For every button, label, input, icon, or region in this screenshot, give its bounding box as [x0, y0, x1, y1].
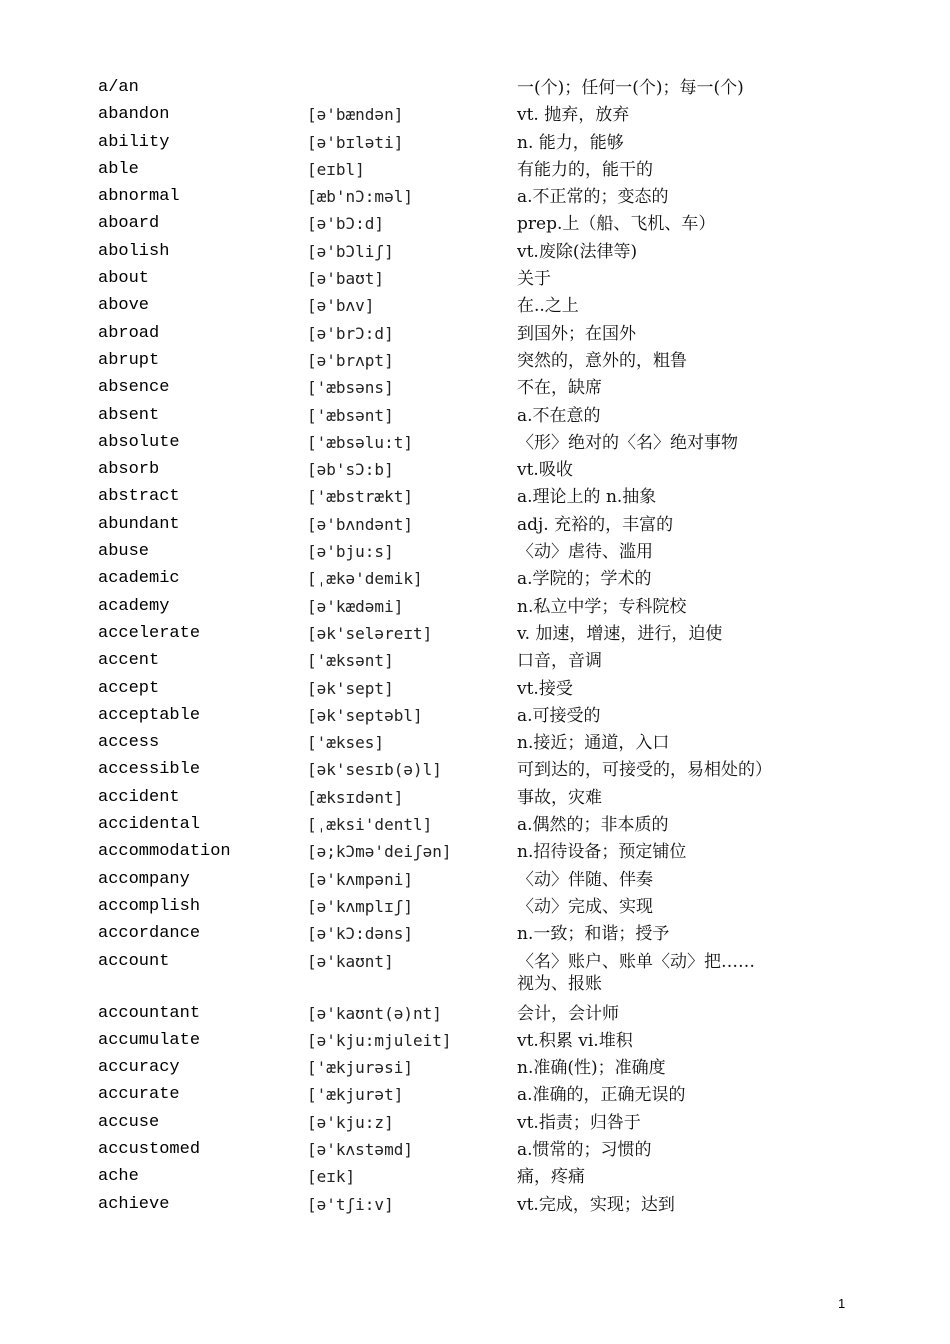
entry-word: accumulate: [98, 1030, 201, 1050]
entry-phonetic: [ə'kædəmi]: [307, 596, 404, 616]
entry-phonetic: [ə'baʊt]: [307, 269, 385, 289]
entry-meaning: 关于: [517, 269, 551, 290]
vocab-entry: [98, 814, 778, 841]
entry-word: abroad: [98, 323, 160, 343]
vocab-entry: [98, 678, 778, 705]
entry-word: aboard: [98, 214, 160, 234]
entry-word: abuse: [98, 542, 150, 562]
entry-word: accessible: [98, 760, 201, 780]
entry-meaning: n.招待设备；预定铺位: [517, 842, 687, 863]
entry-meaning: a.偶然的；非本质的: [517, 815, 669, 836]
entry-word: abundant: [98, 514, 180, 534]
entry-phonetic: [æksɪdənt]: [307, 787, 404, 807]
entry-meaning: n.准确(性)；准确度: [517, 1058, 666, 1079]
entry-meaning: vt.废除(法律等): [517, 241, 638, 262]
vocab-entry: [98, 104, 778, 131]
entry-word: able: [98, 159, 139, 179]
entry-phonetic: [ˌæksi'dentl]: [307, 815, 433, 835]
entry-word: accuracy: [98, 1058, 180, 1078]
vocab-entry: [98, 1112, 778, 1139]
entry-word: absence: [98, 378, 170, 398]
entry-word: academy: [98, 596, 170, 616]
vocab-entry: [98, 1057, 778, 1084]
entry-meaning: 不在，缺席: [517, 378, 602, 399]
entry-meaning: 在..之上: [517, 296, 579, 317]
entry-meaning: 痛，疼痛: [517, 1167, 585, 1188]
vocab-entry: [98, 1166, 778, 1193]
entry-word: absorb: [98, 460, 160, 480]
entry-word: accurate: [98, 1085, 180, 1105]
entry-word: absent: [98, 405, 160, 425]
entry-word: accidental: [98, 815, 201, 835]
entry-phonetic: [ə'kʌmplɪʃ]: [307, 896, 413, 916]
entry-phonetic: ['æksənt]: [307, 651, 394, 671]
vocabulary-list: [98, 77, 778, 1221]
entry-word: acceptable: [98, 705, 201, 725]
entry-phonetic: [ə'bʌv]: [307, 296, 375, 316]
entry-word: accountant: [98, 1003, 201, 1023]
entry-meaning: vt. 抛弃，放弃: [517, 105, 630, 126]
vocab-entry: [98, 295, 778, 322]
entry-meaning: 口音，音调: [517, 651, 602, 672]
entry-phonetic: [ək'sesɪb(ə)l]: [307, 760, 442, 780]
entry-phonetic: [ə'kʌstəmd]: [307, 1139, 413, 1159]
entry-phonetic: [eɪk]: [307, 1167, 356, 1187]
entry-word: access: [98, 733, 160, 753]
entry-meaning: vt.积累 vi.堆积: [517, 1030, 633, 1051]
entry-meaning: 有能力的，能干的: [517, 159, 653, 180]
page-number: 1: [838, 1296, 846, 1311]
entry-word: about: [98, 269, 150, 289]
vocab-entry: [98, 596, 778, 623]
vocab-entry: [98, 568, 778, 595]
entry-meaning: a.不在意的: [517, 405, 601, 426]
entry-word: accompany: [98, 869, 190, 889]
entry-meaning: n.私立中学；专科院校: [517, 596, 687, 617]
entry-meaning: 〈形〉绝对的〈名〉绝对事物: [517, 432, 738, 453]
entry-meaning: 到国外；在国外: [517, 323, 636, 344]
entry-word: accent: [98, 651, 160, 671]
entry-phonetic: [əb'sƆ:b]: [307, 460, 394, 480]
vocab-entry: [98, 432, 778, 459]
entry-meaning: vt.指责；归咎于: [517, 1112, 641, 1133]
entry-meaning: n.一致；和谐；授予: [517, 924, 670, 945]
entry-meaning: 〈名〉账户、账单〈动〉把……视为、报账: [517, 951, 755, 994]
entry-phonetic: [eɪbl]: [307, 159, 365, 179]
entry-word: accelerate: [98, 623, 201, 643]
entry-phonetic: ['æbsəns]: [307, 378, 394, 398]
vocab-entry: [98, 241, 778, 268]
entry-meaning: 〈动〉伴随、伴奏: [517, 869, 653, 890]
entry-word: abstract: [98, 487, 180, 507]
entry-phonetic: [ə'brƆ:d]: [307, 323, 394, 343]
vocab-entry: [98, 486, 778, 513]
entry-meaning: 突然的，意外的，粗鲁: [517, 350, 687, 371]
entry-phonetic: [ə'kƆ:dəns]: [307, 924, 413, 944]
entry-meaning: n.接近；通道，入口: [517, 733, 670, 754]
entry-phonetic: [ək'seləreɪt]: [307, 623, 433, 643]
entry-meaning: 一(个)；任何一(个)；每一(个): [517, 78, 744, 98]
entry-word: abandon: [98, 105, 170, 125]
entry-word: accustomed: [98, 1139, 201, 1159]
entry-meaning: 会计，会计师: [517, 1003, 619, 1024]
entry-phonetic: [æb'nƆ:məl]: [307, 187, 413, 207]
entry-meaning: vt.吸收: [517, 460, 573, 481]
entry-phonetic: [ə'kaʊnt]: [307, 951, 394, 971]
entry-word: accuse: [98, 1112, 160, 1132]
entry-meaning: 事故，灾难: [517, 787, 602, 808]
entry-phonetic: ['æbsəlu:t]: [307, 432, 413, 452]
entry-phonetic: [ək'septəbl]: [307, 705, 423, 725]
entry-phonetic: ['æbstrækt]: [307, 487, 413, 507]
entry-phonetic: [ə'bændən]: [307, 105, 404, 125]
vocab-entry: [98, 896, 778, 923]
entry-word: absolute: [98, 432, 180, 452]
vocab-entry: [98, 1003, 778, 1030]
entry-word: abnormal: [98, 187, 180, 207]
entry-word: abolish: [98, 241, 170, 261]
entry-word: achieve: [98, 1194, 170, 1214]
vocab-entry: [98, 759, 778, 786]
vocab-entry: [98, 732, 778, 759]
entry-phonetic: [ə'kju:mjuleit]: [307, 1030, 452, 1050]
entry-word: above: [98, 296, 150, 316]
vocab-entry: [98, 951, 778, 1003]
entry-meaning: a.惯常的；习惯的: [517, 1139, 652, 1160]
vocab-entry: [98, 705, 778, 732]
vocab-entry: [98, 514, 778, 541]
vocab-entry: [98, 923, 778, 950]
entry-meaning: n. 能力，能够: [517, 132, 624, 153]
vocab-entry: [98, 541, 778, 568]
vocab-entry: [98, 323, 778, 350]
entry-phonetic: [ə'kaʊnt(ə)nt]: [307, 1003, 442, 1023]
entry-phonetic: [ə'bƆ:d]: [307, 214, 385, 234]
entry-phonetic: ['ækjurəsi]: [307, 1058, 413, 1078]
vocab-entry: [98, 132, 778, 159]
entry-phonetic: [ə'bƆliʃ]: [307, 241, 394, 261]
entry-word: accordance: [98, 924, 201, 944]
entry-phonetic: ['æbsənt]: [307, 405, 394, 425]
vocab-entry: [98, 213, 778, 240]
entry-word: abrupt: [98, 350, 160, 370]
entry-phonetic: ['ækjurət]: [307, 1085, 404, 1105]
vocab-entry: [98, 459, 778, 486]
vocab-entry: [98, 1139, 778, 1166]
vocab-entry: [98, 405, 778, 432]
entry-word: academic: [98, 569, 180, 589]
vocab-entry: [98, 1084, 778, 1111]
entry-meaning: 〈动〉完成、实现: [517, 896, 653, 917]
entry-phonetic: [ə;kƆmə'deiʃən]: [307, 842, 452, 862]
entry-meaning: vt.接受: [517, 678, 573, 699]
entry-phonetic: [ə'kʌmpəni]: [307, 869, 413, 889]
entry-meaning: a.可接受的: [517, 705, 601, 726]
entry-phonetic: [ə'bju:s]: [307, 542, 394, 562]
vocab-entry: [98, 869, 778, 896]
entry-word: ability: [98, 132, 170, 152]
entry-phonetic: [ə'bɪləti]: [307, 132, 404, 152]
entry-meaning: a.准确的，正确无误的: [517, 1085, 686, 1106]
entry-phonetic: ['ækses]: [307, 733, 385, 753]
vocab-entry: [98, 787, 778, 814]
vocab-entry: [98, 268, 778, 295]
entry-meaning: 可到达的，可接受的，易相处的）: [517, 760, 772, 781]
vocab-entry: [98, 77, 778, 104]
vocab-entry: [98, 159, 778, 186]
vocab-entry: [98, 623, 778, 650]
vocab-entry: [98, 841, 778, 868]
entry-meaning: 〈动〉虐待、滥用: [517, 542, 653, 563]
entry-meaning: a.理论上的 n.抽象: [517, 487, 657, 508]
entry-meaning: vt.完成，实现；达到: [517, 1194, 675, 1215]
entry-meaning: prep.上（船、飞机、车）: [517, 214, 716, 235]
entry-word: accident: [98, 787, 180, 807]
entry-meaning: a.学院的；学术的: [517, 569, 652, 590]
entry-word: accommodation: [98, 842, 231, 862]
entry-meaning: a.不正常的；变态的: [517, 187, 669, 208]
entry-word: ache: [98, 1167, 139, 1187]
entry-phonetic: [ə'tʃi:v]: [307, 1194, 394, 1214]
entry-meaning: v. 加速，增速，进行，迫使: [517, 623, 723, 644]
entry-phonetic: [ə'bʌndənt]: [307, 514, 413, 534]
entry-word: accomplish: [98, 896, 201, 916]
entry-word: accept: [98, 678, 160, 698]
vocab-entry: [98, 1194, 778, 1221]
entry-meaning: adj. 充裕的，丰富的: [517, 514, 674, 535]
entry-phonetic: [ək'sept]: [307, 678, 394, 698]
vocab-entry: [98, 186, 778, 213]
vocab-entry: [98, 650, 778, 677]
entry-word: a/an: [98, 78, 139, 97]
entry-phonetic: [ə'kju:z]: [307, 1112, 394, 1132]
vocab-entry: [98, 350, 778, 377]
entry-phonetic: [ˌækə'demik]: [307, 569, 423, 589]
vocab-entry: [98, 377, 778, 404]
entry-phonetic: [ə'brʌpt]: [307, 350, 394, 370]
vocab-entry: [98, 1030, 778, 1057]
entry-word: account: [98, 951, 170, 971]
